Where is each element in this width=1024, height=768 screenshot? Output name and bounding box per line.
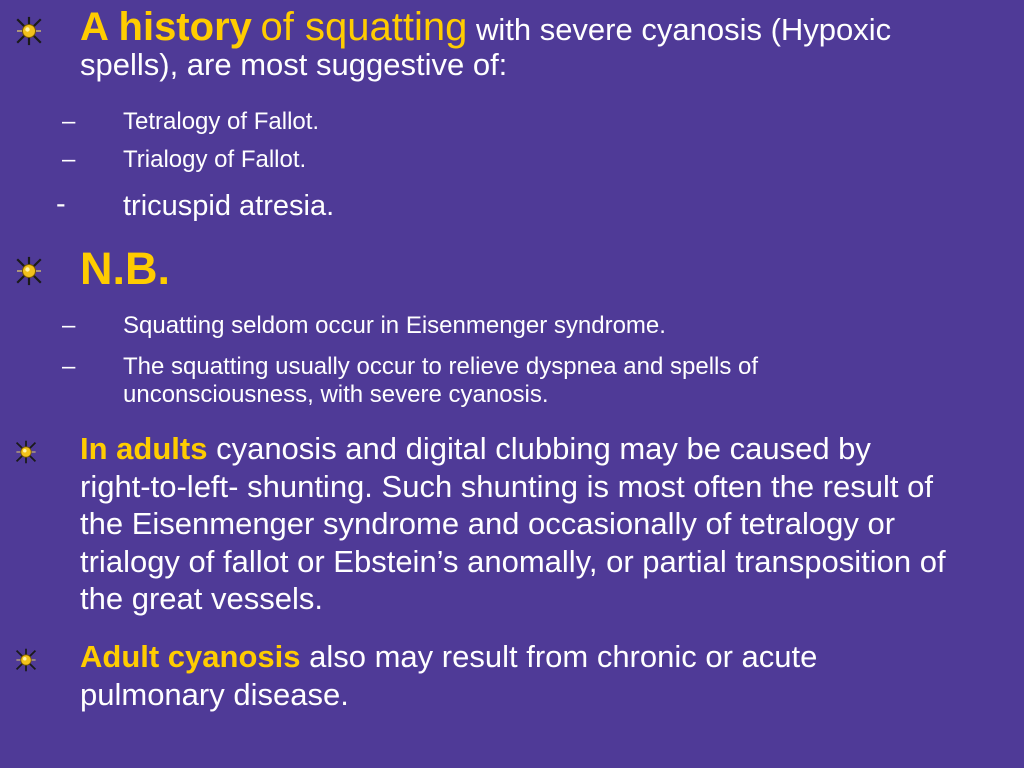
sub-item-trialogy: Trialogy of Fallot. <box>123 146 307 173</box>
sparkle-bullet-icon <box>14 648 38 672</box>
highlight-adult-cyanosis: Adult cyanosis <box>80 639 301 674</box>
highlight-in-adults: In adults <box>80 431 208 466</box>
dash-marker: - <box>56 188 66 220</box>
sub-item-squatting-relieve <box>123 353 983 409</box>
bullet-text-line: trialogy of fallot or Ebstein’s anomally, or partial transposition of <box>80 543 946 579</box>
sub-item-line: unconsciousness, with severe cyanosis. <box>123 381 549 408</box>
sparkle-bullet-icon <box>14 440 38 464</box>
bullet-text-line: spells), are most suggestive of: <box>80 47 508 82</box>
bullet-history-squatting <box>80 4 1010 84</box>
dash-marker: – <box>62 312 76 339</box>
bullet-text-line: the Eisenmenger syndrome and occasionally of tetralogy or <box>80 506 896 541</box>
sparkle-bullet-icon <box>14 16 44 46</box>
bullet-text-line: pulmonary disease. <box>80 676 349 712</box>
bullet-in-adults <box>80 430 1010 618</box>
sub-item-tetralogy: Tetralogy of Fallot. <box>123 108 320 135</box>
bullet-text: cyanosis and digital clubbing may be caused by <box>216 431 871 466</box>
dash-marker: – <box>62 353 76 380</box>
sub-item-tricuspid: tricuspid atresia. <box>123 190 335 222</box>
highlight-a-history: A history <box>80 5 252 49</box>
sub-item-eisenmenger: Squatting seldom occur in Eisenmenger syndrome. <box>123 312 666 339</box>
dash-marker: – <box>62 146 76 173</box>
highlight-of-squatting: of squatting <box>260 5 468 49</box>
bullet-text-line: right-to-left- shunting. Such shunting is most often the result of <box>80 468 933 504</box>
dash-marker: – <box>62 108 76 135</box>
bullet-adult-cyanosis <box>80 638 1010 713</box>
sub-item-line: The squatting usually occur to relieve dyspnea and spells of <box>123 353 759 380</box>
sparkle-bullet-icon <box>14 256 44 286</box>
bullet-text: with severe cyanosis (Hypoxic <box>475 12 892 47</box>
nb-heading: N.B. <box>80 243 170 294</box>
bullet-text: also may result from chronic or acute <box>309 639 818 674</box>
bullet-text-line: the great vessels. <box>80 581 323 616</box>
